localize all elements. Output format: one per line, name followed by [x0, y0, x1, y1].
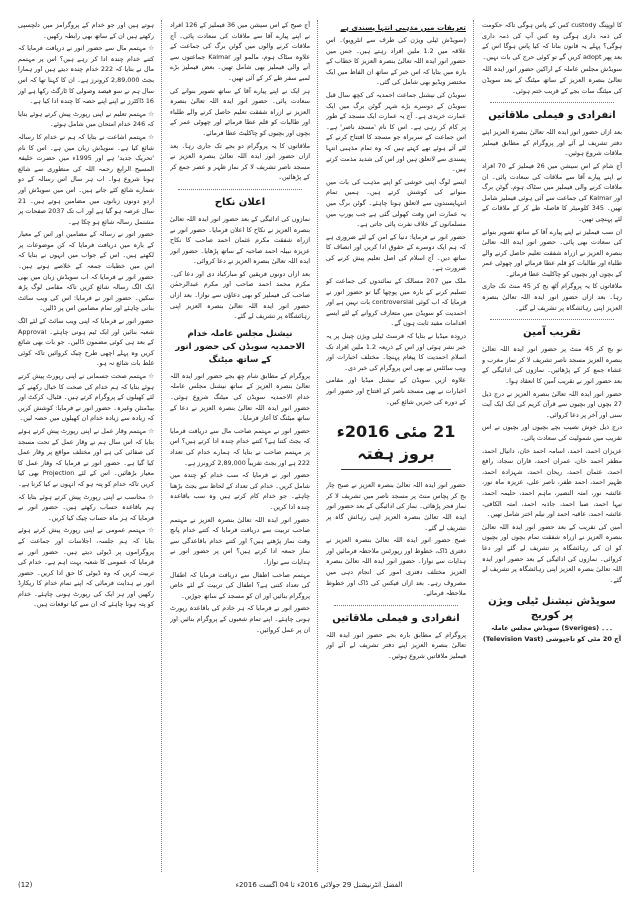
column-2: [326, 20, 466, 872]
article-paragraph: کا اوپنِنگ custody کس کے پاس ہوگی تاکہ حکومت کی ذمہ داری ہوگی وہ کس آپ کی ذمہ داری ہوگی؟ پہلے یہ قانون بنانا کہ کیا پاس ہوگا اس کے بعد پھر adopt کریں گے تو کوئی حرج کی بات نہیں۔: [482, 21, 622, 61]
article-paragraph: حضور انور ایدہ اللہ تعالیٰ بنصرہ العزیز نے درج ذیل 27 بچوں اور بچیوں سے قرآن کریم کی ایک ایک آیت سنی اور آخر پر دعا کروائی۔: [482, 389, 622, 419]
article-paragraph: حضور انور نے فرمایا کہ ہر خادم کی باقاعدہ رپورٹ ہونی چاہئے۔ اپنے تمام شعبوں کے پروگرام بنائیں اور ان پر عمل کروائیں۔: [170, 604, 310, 634]
article-paragraph: حضور انور نے فرمایا کہ سب خدام کو چندہ میں شامل کریں۔ خدام کی تعداد کے لحاظ سے بجٹ بڑھنا چاہئے۔ جو خدام کام کرتے ہیں وہ سب باقاعدہ چندہ ادا کریں۔: [170, 471, 310, 511]
article-paragraph: ☆ مہتمم اشاعت نے بتایا کہ ہم نے خدام کا رسالہ شائع کیا ہے۔ سویڈش زبان میں ہے۔ اس کا نام 'تحریک جدید' ہے اور 1995ء میں حضرت خلیفۃ المسیح الرابع رحمہ اللہ کی منظوری سے شائع ہونا شروع ہوا۔ اب ہر سال اس رسالہ کے دو شمارے شائع کئے جاتے ہیں۔ اس میں سویڈش اور اردو دونوں زبانوں میں مضامین ہوتے ہیں۔ 21 سال عرصہ ہو گیا ہے اور اب تک 2037 صفحات پر مشتمل رسالہ شائع ہو چکا ہے۔: [18, 132, 154, 226]
article-paragraph: ہر ایک نے اپنے پیارے آقا کے ساتھ تصویر بنوانے کی سعادت پائی۔ حضور انور ایدہ اللہ تعالیٰ بنصرہ العزیز نے ازراہ شفقت تعلیم حاصل کرنے والے طلباء اور طالبات کو قلم عطا فرمائے اور چھوٹی عمر کے بچوں اور بچیوں کو چاکلیٹ عطا فرمائے۔: [170, 86, 310, 137]
page-number: (12): [18, 881, 33, 889]
page-footer: [18, 878, 620, 892]
article-paragraph: ☆ مہتمم صحت جسمانی نے اپنی رپورٹ پیش کرتے ہوئے بتایا کہ ہم خدام کی صحت کا خیال رکھنے کے لئے کھیلوں کے پروگرام کرتے ہیں۔ فٹبال، کرکٹ اور بیڈمنٹن وغیرہ۔ حضور انور نے فرمایا: کوشش کریں کہ زیادہ سے زیادہ خدام ان کھیلوں میں حصہ لیں۔: [18, 372, 154, 423]
column-3: [170, 20, 310, 872]
article-paragraph: بعد ازاں حضور انور ایدہ اللہ تعالیٰ بنصرہ العزیز اپنے دفتر تشریف لے آئے اور پروگرام کے مطابق فیملیز ملاقات شروع ہوئیں۔: [482, 128, 622, 158]
section-heading: تقریب آمین: [523, 327, 581, 339]
tv-coverage-title: سویڈش نیشنل ٹیلی ویژن پر کوریج: [488, 596, 616, 622]
newspaper-page: [18, 20, 622, 872]
tv-coverage-line: (Television Vast) آج 20 مئی کو تاجپوشی: [482, 635, 622, 644]
article-paragraph: آمین کی تقریب کے بعد حضور انور ایدہ اللہ تعالیٰ بنصرہ العزیز نے ازراہ شفقت تمام بچوں اور بچیوں کو ان کی رہائشگاہ پر تشریف لے گئے اور دعا کروائی۔ نمازوں کی ادائیگی کے بعد حضور انور ایدہ اللہ تعالیٰ بنصرہ العزیز اپنی رہائشگاہ پر تشریف لے گئے۔: [482, 522, 622, 584]
sub-heading: تعریفات میں مذہبی انتہا پسندی ہے: [340, 23, 466, 32]
article-paragraph: ہوتے ہیں اور جو خدام کے پروگرامز میں دلچسپی رکھتے ہیں ان کے ساتھ بھی رابطہ رکھیں۔: [18, 21, 154, 40]
column-divider: [317, 20, 318, 872]
section-separator: [490, 319, 614, 320]
article-paragraph: ☆ محاسب نے اپنی رپورٹ پیش کرتے ہوئے بتایا کہ ہم باقاعدہ حساب رکھتے ہیں۔ حضور انور نے فرمایا کہ ہر ماہ حساب چیک کیا کریں۔: [18, 492, 154, 522]
article-paragraph: ان سب فیملیز نے اپنے پیارے آقا کے ساتھ تصویر بنوانے کی سعادت بھی پائی۔ حضور انور ایدہ اللہ تعالیٰ بنصرہ العزیز نے ازراہ شفقت تعلیم حاصل کرنے والے طلباء اور طالبات کو قلم عطا فرمائے اور چھوٹی عمر کے بچوں اور بچیوں کو چاکلیٹ عطا فرمائے۔: [482, 227, 622, 278]
date-heading-text: 21 مئی 2016ء بروز ہفتہ: [336, 422, 456, 464]
article-paragraph: آج صبح کے اس سیشن میں 36 فیملیز کے 126 افراد نے اپنے پیارے آقا سے ملاقات کی سعادت پائی۔ آج ملاقات کرنے والوں میں گوٹن برگ کی جماعت کے علاوہ سٹاک ہوم، مالمو اور Kalmar جماعتوں سے آنے والی فیملیز بھی شامل تھیں۔ بعض فیملیز بڑے لمبے سفر طے کر کے آئی تھیں۔: [170, 21, 310, 82]
tv-coverage-block: [482, 595, 622, 645]
section-separator: [490, 102, 614, 103]
article-paragraph: ☆ مہتمم تعلیم نے اپنی رپورٹ پیش کرتے ہوئے بتایا کہ 246 خدام امتحان میں شامل ہوئے۔: [18, 109, 154, 129]
article-paragraph: حضور انور ایدہ اللہ تعالیٰ بنصرہ العزیز نے مہتمم صاحب تربیت سے دریافت فرمایا کہ کتنے خدام پانچ وقت نماز پڑھتے ہیں؟ اور کتنے خدام باقاعدگی سے نماز جمعہ ادا کرتے ہیں؟ اس پر حضور انور نے ہدایات سے نوازا۔: [170, 515, 310, 566]
article-paragraph: ☆ مہتمم وقار عمل نے اپنی رپورٹ پیش کرتے ہوئے بتایا کہ اس سال ہم نے وقار عمل کے تحت مسجد کی صفائی کی ہے اور مختلف مواقع پر وقار عمل کیا گیا ہے۔ حضور انور نے فرمایا کہ وقار عمل کا معیار بڑھائیں۔ اس کے لئے Projection بھی کیا کریں تاکہ خدام کو پتہ ہو کہ انہوں نے کیا کرنا ہے۔: [18, 426, 154, 488]
date-heading: [326, 421, 466, 470]
article-paragraph: نمازوں کی ادائیگی کے بعد حضور انور ایدہ اللہ تعالیٰ بنصرہ العزیز نے نکاح کا اعلان فرمایا۔ حضور انور نے ازراہ شفقت مکرم عثمان احمد صاحب کا نکاح عزیزہ نبیلہ احمد صاحبہ کے ساتھ پڑھایا۔ حضور انور ایدہ اللہ تعالیٰ بنصرہ العزیز نے دعا کروائی۔: [170, 214, 310, 266]
article-paragraph: حضور انور ایدہ اللہ تعالیٰ بنصرہ العزیز نے صبح چار بج کر پچاس منٹ پر مسجد ناصر میں تشریف لا کر نماز فجر پڑھائی۔ نماز کی ادائیگی کے بعد حضور انور ایدہ اللہ تعالیٰ بنصرہ العزیز اپنی رہائش گاہ پر تشریف لے گئے۔: [326, 481, 466, 532]
section-separator: [334, 605, 458, 606]
article-paragraph: حضور انور نے رسالہ کے مضامین اور اس کے معیار کے بارہ میں دریافت فرمایا کہ کن موضوعات پر لکھتے ہیں۔ اس کے جواب میں انہوں نے بتایا کہ اس میں خطبات جمعہ کے خلاصے ہوتے ہیں۔ حضور انور نے فرمایا کہ اب سویڈش زبان میں بھی ایک الگ رسالہ شائع کریں تاکہ مقامی لوگ پڑھ سکیں۔ حضور انور نے فرمایا: اس کی ویب سائٹ بنانی چاہئے اور تمام مضامین اس پر ڈالیں۔: [18, 230, 154, 313]
article-paragraph: ملاقاتوں کا یہ پروگرام آٹھ بج کر 45 منٹ تک جاری رہا۔ بعد ازاں حضور انور ایدہ اللہ تعالیٰ بنصرہ العزیز اپنی رہائشگاہ پر تشریف لے گئے۔: [482, 282, 622, 312]
article-paragraph: پروگرام کے مطابق بارہ بجے حضور انور ایدہ اللہ تعالیٰ بنصرہ العزیز اپنے دفتر تشریف لے آئے اور فیملیز ملاقاتیں شروع ہوئیں۔: [326, 630, 466, 660]
column-1: [482, 20, 622, 872]
article-paragraph: سویڈن کی نیشنل جماعت احمدیہ کی کچھ سال قبل سویڈن کے دوسرے بڑے شہر گوٹن برگ میں ایک عمارت خریدی ہے۔ آج یہ عمارت ایک مسجد کے طور پر کام کر رہی ہے۔ اس کا نام 'مسجد ناصر' ہے۔ اس جماعت کے سربراہ جو مسجد کا افتتاح کرنے کے لئے آئے ہوئے تھے کہتے ہیں کہ وہ تمام مذہبی انتہا پسندی سے لاتعلق ہیں اور اس کی شدید مذمت کرتے ہیں۔: [326, 90, 466, 174]
article-paragraph: ملاقاتوں کا یہ پروگرام دو بجے تک جاری رہا۔ بعد ازاں حضور انور ایدہ اللہ تعالیٰ بنصرہ العزیز نے مسجد ناصر تشریف لا کر نماز ظہر و عصر جمع کر کے پڑھائیں۔: [170, 141, 310, 182]
article-paragraph: ایسے لوگ اپنی خوشی کو اپنے مذہب کی بات میں منوانے کی کوشش کرتے ہیں۔ ہمیں تمام انتہاپسندوں سے لاتعلق ہونا چاہئے۔ گوٹن برگ میں یہ عمارت اس وقت کھولی گئی ہے جب یورپ میں مسلمانوں کے خلاف نفرت پائی جاتی ہے۔: [326, 177, 466, 229]
column-4: [18, 20, 154, 872]
section-separator: [178, 189, 302, 190]
article-paragraph: بعد ازاں دونوں فریقین کو مبارکباد دی اور دعا کی۔ مکرم محمد احمد صاحب اور مکرم عبدالرحمٰن صاحب کی فیملیز کو بھی دعاؤں سے نوازا۔ بعد ازاں حضور انور ایدہ اللہ تعالیٰ بنصرہ العزیز اپنی رہائشگاہ پر تشریف لے گئے۔: [170, 269, 310, 321]
section-heading: انفرادی و فیملی ملاقاتیں: [332, 612, 460, 624]
section-heading: اعلان نکاح: [214, 196, 266, 208]
date-underline: [341, 469, 451, 470]
article-paragraph: حضور انور نے مہتمم صاحب مال سے دریافت فرمایا کہ بجٹ کتنا ہے؟ کتنے خدام چندہ ادا کرتے ہیں؟ اس پر مہتمم صاحب نے بتایا کہ ہمارے خدام کی تعداد 222 ہے اور بجٹ تقریباً 2,89,000 کرونرز ہے۔: [170, 426, 310, 467]
article-paragraph: عزیزان احمد، احمد، اسامہ احمد خان، دانیال احمد، مظفر احمد خان، عمران احمد، فاران سجاد، رافع احمد، عثمان احمد، ریحان احمد، شہزادہ احمد، ظہیر احمد، احمد ظفر، ناصر علی، عزیزہ ماہ نور، عائشہ نور، امتہ النصیر، ماہم احمد، حلیمہ احمد، نیہا احمد، صبا احمد، جاذبہ احمد، امتہ الکافی، عائشہ احمد، عاقبہ احمد اور نیلم اختر شامل تھیں۔: [482, 446, 622, 519]
article-paragraph: نو بج کر 45 منٹ پر حضور انور ایدہ اللہ تعالیٰ بنصرہ العزیز مسجد ناصر تشریف لا کر نماز مغرب و عشاء جمع کر کے پڑھائیں۔ نمازوں کی ادائیگی کے بعد حضور انور نے تقریب آمین کا انعقاد ہوا۔: [482, 345, 622, 386]
article-paragraph: ☆ مہتمم عمومی نے اپنی رپورٹ پیش کرتے ہوئے بتایا کہ ہم جلسہ، اجلاسات اور جماعت کے پروگراموں پر ڈیوٹی دیتے ہیں۔ حضور انور نے فرمایا کہ عمومی کا شعبہ بہت اہم ہے۔ خدام کی تربیت کریں کہ وہ ڈیوٹی کا حق ادا کریں۔ حضور انور نے ہدایت فرمائی کہ اپنے تمام خدام کا ریکارڈ رکھیں اور ہر ایک کی رپورٹ ہونی چاہئے۔ خدام کو پتہ ہونا چاہئے کہ ان سے کیا توقعات ہیں۔: [18, 526, 154, 609]
article-paragraph: حضور انور نے فرمایا: دنیا کے امن کے لئے ضروری ہے کہ ہم ایک دوسرے کے حقوق ادا کریں اور انصاف کا ساتھ دیں۔ آج اسلام کی اصل تعلیم پیش کرنے کی ضرورت ہے۔: [326, 232, 466, 273]
column-divider: [161, 20, 162, 872]
issue-line: الفضل انٹرنیشنل 29 جولائی 2016ء تا 04 اگست 2016ء: [235, 881, 403, 889]
column-divider: [473, 20, 474, 872]
article-paragraph: پروگرام کے مطابق شام چھ بجے حضور انور ایدہ اللہ تعالیٰ بنصرہ العزیز کے ساتھ نیشنل مجلس عاملہ خدام الاحمدیہ سویڈن کی میٹنگ شروع ہوئی۔ حضور انور ایدہ اللہ تعالیٰ بنصرہ العزیز نے دعا کے ساتھ میٹنگ کا آغاز فرمایا۔: [170, 371, 310, 423]
article-paragraph: درج ذیل خوش نصیب بچے بچیوں اور بچیوں نے اس تقریب میں شمولیت کی سعادت پائی۔: [482, 423, 622, 442]
article-paragraph: علاوہ ازیں سویڈن کے نیشنل میڈیا اور مقامی اخبارات نے بھی مسجد ناصر کے افتتاح اور حضور انور کے دورہ کی خبریں شائع کیں۔: [326, 376, 466, 406]
article-paragraph: (سویڈش ٹیلی ویژن کی طرف سے انٹرویو)۔ اس علاقہ میں 1.2 ملین افراد رہتے ہیں۔ جس میں حضور انور ایدہ اللہ تعالیٰ بنصرہ العزیز کا خطاب کے بارہ میں بتایا کہ اس خبر کے ساتھ ان الفاظ میں ایک مختصر ویڈیو بھی شامل کی گئی۔: [326, 36, 466, 87]
article-paragraph: ☆ مہتمم مال سے حضور انور نے دریافت فرمایا کہ کتنے خدام چندہ ادا کر رہے ہیں؟ اس پر مہتمم مال نے بتایا کہ 222 خدام چندہ دیتے ہیں اور ہمارا بجٹ 2,89,000 کرونرز ہے۔ ان کا کہنا تھا کہ اس سال ہم نے سو فیصد وصولی کا ٹارگٹ رکھا ہے اور 16 ڈاکٹرز نے اپنے اپنے حصہ کا چندہ ادا کیا ہے۔: [18, 44, 154, 106]
article-paragraph: صبح حضور انور ایدہ اللہ تعالیٰ بنصرہ العزیز نے دفتری ڈاک، خطوط اور رپورٹس ملاحظہ فرمائیں اور ہدایات سے نوازا۔ حضور انور ایدہ اللہ تعالیٰ بنصرہ العزیز مختلف دفتری امور کی انجام دہی میں مصروف رہے۔ بعد ازاں فیکس کی ڈاک اور خطوط ملاحظہ فرمائے۔: [326, 536, 466, 598]
tv-coverage-line: سویڈش مجلس عاملہ (Sveriges) ۔۔۔: [491, 624, 613, 633]
article-paragraph: مہتمم صاحب اطفال سے دریافت فرمایا کہ اطفال کی تعداد کتنی ہے؟ اطفال کی تربیت کے لئے خاص پروگرام بنائیں اور ان کو مسجد کے ساتھ جوڑیں۔: [170, 570, 310, 600]
article-paragraph: آج شام کے اس سیشن میں 26 فیملیز کے 70 افراد نے اپنے پیارے آقا سے ملاقات کی سعادت پائی۔ ان ملاقات کرنے والی فیملیز میں سٹاک ہوم، گوٹن برگ اور Kalmar کی جماعت سے آئی ہوئی فیملیز شامل تھیں۔ 345 کلومیٹر کا فاصلہ طے کر کے ملاقات کے لئے پہنچی تھیں۔: [482, 161, 622, 223]
section-heading: نیشنل مجلس عاملہ خدام الاحمدیہ سویڈن کی حضور انور کے ساتھ میٹنگ: [175, 328, 305, 365]
article-paragraph: درودہ میڈیا نے بتایا کہ فرسٹ ٹیلی ویژن چینل پر یہ خبر نشر ہوئی اور اس کے ذریعہ 1.2 ملین افراد تک اسلام احمدیت کا پیغام پہنچا۔ مختلف اخبارات اور ویب سائٹس نے بھی اس پروگرام کی خبر دی۔: [326, 332, 466, 372]
article-paragraph: ملک میں 207 مسالک کے نمائندوں کی جماعت کو تسلیم کرنے کے بارہ میں پوچھا گیا تو حضور انور نے فرمایا کہ اب کوئی controversial بات نہیں ہے اور احمدیت کو سویڈن میں متعارف کروانے کے لئے ایسے اقدامات مفید ثابت ہوں گے۔: [326, 277, 466, 328]
section-heading: انفرادی و فیملی ملاقاتیں: [488, 110, 616, 122]
article-paragraph: سویڈش مجلس عاملہ کے اراکین حضور انور ایدہ اللہ تعالیٰ بنصرہ العزیز کے ساتھ میٹنگ کے بعد سویڈن کی میٹنگ سات بجے کے قریب ختم ہوئی۔: [482, 65, 622, 95]
article-paragraph: حضور انور نے فرمایا کہ اپنی ویب سائٹ کے لئے الگ شعبہ بنائیں اور ایک ٹیم ہونی چاہئے۔ Approval کے بعد ہی کوئی مضمون ڈالیں۔ جو بات بھی شائع کریں وہ پہلے اچھی طرح چیک کروائیں تاکہ کوئی غلط بات شائع نہ ہو۔: [18, 317, 154, 368]
